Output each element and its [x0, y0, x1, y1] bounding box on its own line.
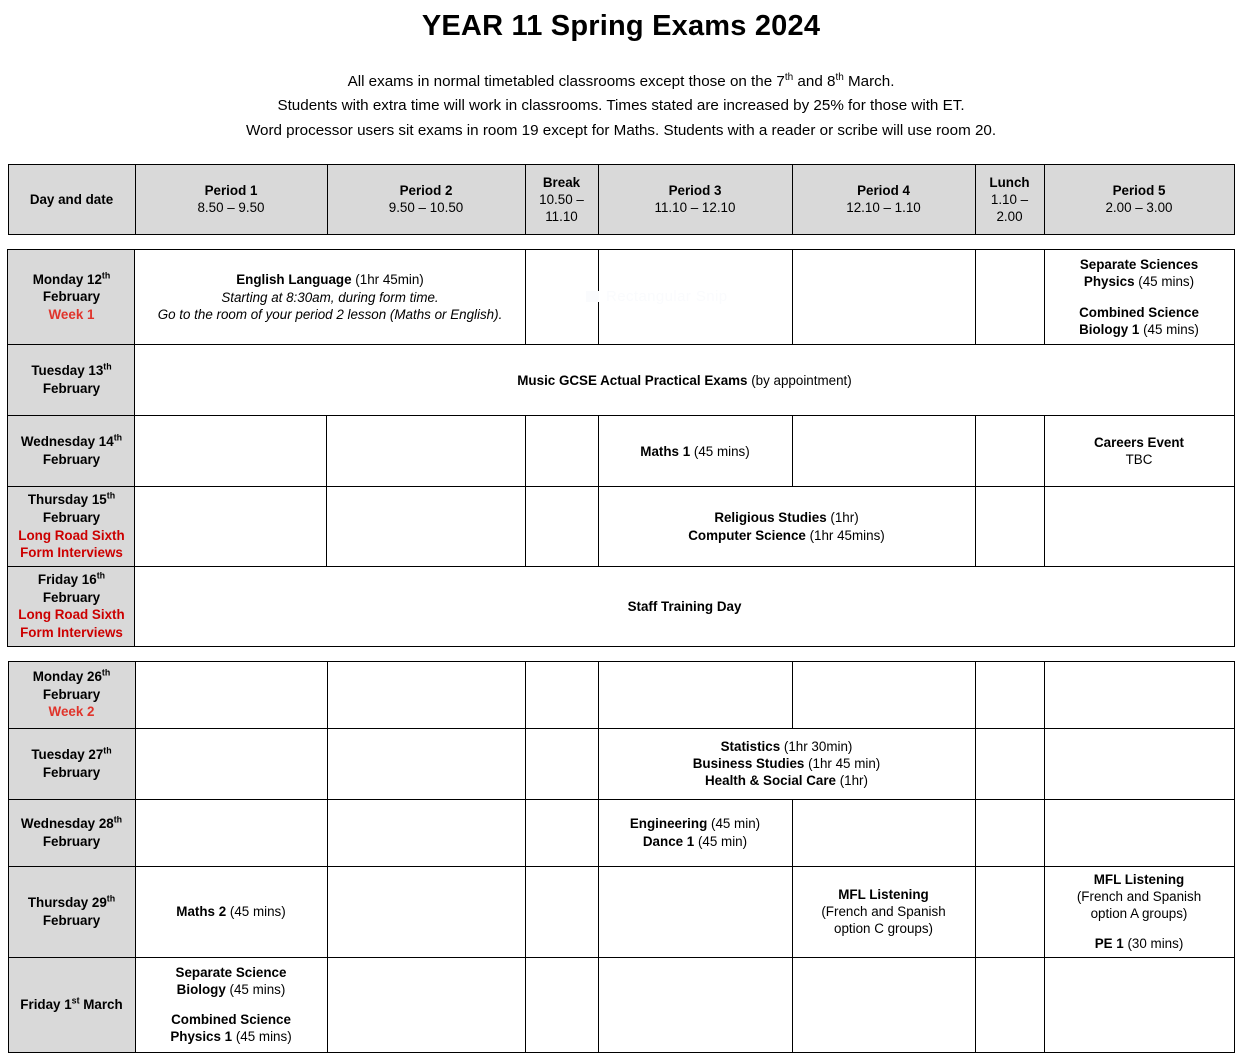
break-cell-tuesday-27: [525, 728, 598, 799]
exam-cell-statistics-business-health: Statistics (1hr 30min) Business Studies (1hr 45 min) Health & Social Care (1hr): [598, 728, 975, 799]
period-3-cell-thursday-29: [598, 866, 792, 957]
exam-cell-maths-1: Maths 1 (45 mins): [598, 416, 792, 487]
table-row-wednesday-28-february: [8, 799, 1234, 866]
intro-line-3: Word processor users sit exams in room 19 except for Maths. Students with a reader or scribe will use room 20.: [245, 122, 997, 140]
column-header-row: [8, 164, 1234, 234]
break-cell-friday-1: [525, 957, 598, 1052]
ordinal-suffix: th: [103, 361, 112, 372]
day-cell-friday-16-february: Friday 16th February Long Road Sixth Form Interviews: [8, 566, 135, 646]
ordinal-suffix: th: [784, 71, 794, 83]
period-2-cell-thursday-15: [327, 487, 525, 567]
ordinal-suffix: th: [106, 490, 116, 501]
period-1-cell-wednesday-14: [135, 416, 327, 487]
period-2-cell-wednesday-28: [327, 799, 525, 866]
period-1-cell-monday-26: [135, 661, 327, 728]
event-cell-careers-event: Careers Event TBC: [1044, 416, 1234, 487]
lunch-cell-thursday-29: [975, 866, 1044, 957]
period-1-cell-tuesday-27: [135, 728, 327, 799]
break-cell-thursday-29: [525, 866, 598, 957]
ordinal-suffix: th: [103, 745, 112, 756]
table-row-tuesday-13-february: [8, 345, 1234, 416]
ordinal-suffix: st: [71, 995, 80, 1006]
lunch-cell-monday-12: [975, 250, 1044, 345]
ordinal-suffix: th: [106, 893, 116, 904]
period-1-cell-wednesday-28: [135, 799, 327, 866]
period-4-cell-monday-26: [792, 661, 975, 728]
column-header-period-5: Period 5 2.00 – 3.00: [1044, 164, 1234, 234]
period-1-cell-thursday-15: [135, 487, 327, 567]
table-row-friday-16-february: [8, 566, 1234, 646]
period-2-cell-friday-1: [327, 957, 525, 1052]
break-cell-thursday-15: [525, 487, 598, 567]
snipping-tool-watermark: Rectangular Snip: [586, 288, 727, 305]
period-2-cell-wednesday-14: [327, 416, 525, 487]
ordinal-suffix: th: [835, 71, 844, 83]
week-label: Week 1: [48, 306, 95, 322]
break-cell-wednesday-28: [525, 799, 598, 866]
exam-cell-rs-computer-science: Religious Studies (1hr) Computer Science (1hr 45mins): [598, 487, 975, 567]
day-cell-wednesday-14-february: Wednesday 14th February: [8, 416, 135, 487]
ordinal-suffix: th: [101, 270, 111, 281]
column-header-day: Day and date: [8, 164, 135, 234]
lunch-cell-tuesday-27: [975, 728, 1044, 799]
exam-cell-mfl-listening-option-c: MFL Listening (French and Spanish option C groups): [792, 866, 975, 957]
day-cell-monday-12-february: Monday 12th February Week 1: [8, 250, 135, 345]
lunch-cell-monday-26: [975, 661, 1044, 728]
timetable-header: [8, 164, 1235, 235]
day-cell-thursday-29-february: Thursday 29th February: [8, 866, 135, 957]
line-spacer: [1048, 291, 1231, 304]
table-row-thursday-29-february: [8, 866, 1234, 957]
ordinal-suffix: th: [113, 432, 123, 443]
lunch-cell-friday-1: [975, 957, 1044, 1052]
day-cell-tuesday-13-february: Tuesday 13th February: [8, 345, 135, 416]
event-cell-staff-training-day: Staff Training Day: [135, 566, 1234, 646]
ordinal-suffix: th: [113, 814, 123, 825]
timetable-week-1: [7, 249, 1234, 647]
lunch-cell-wednesday-28: [975, 799, 1044, 866]
table-row-thursday-15-february: [8, 487, 1234, 567]
day-cell-wednesday-28-february: Wednesday 28th February: [8, 799, 135, 866]
period-5-cell-friday-1: [1044, 957, 1234, 1052]
column-header-period-3: Period 3 11.10 – 12.10: [598, 164, 792, 234]
exam-cell-mfl-listening-option-a-pe: MFL Listening (French and Spanish option A groups) PE 1 (30 mins): [1044, 866, 1234, 957]
ordinal-suffix: th: [101, 667, 111, 678]
intro-line-1: All exams in normal timetabled classrooms except those on the 7th and 8th March.: [347, 71, 895, 90]
exam-cell-sciences-monday-12: Separate Sciences Physics (45 mins) Combined Science Biology 1 (45 mins): [1044, 250, 1234, 345]
day-note-line-1: Long Road Sixth: [18, 527, 125, 543]
day-cell-thursday-15-february: Thursday 15th February Long Road Sixth Form Interviews: [8, 487, 135, 567]
day-cell-friday-1-march: Friday 1st March: [8, 957, 135, 1052]
ordinal-suffix: th: [96, 570, 106, 581]
exam-cell-maths-2: Maths 2 (45 mins): [135, 866, 327, 957]
exam-cell-english-language: English Language (1hr 45min) Starting at 8:30am, during form time. Go to the room of your period 2 lesson (Maths or English).: [135, 250, 525, 345]
table-row-friday-1-march: [8, 957, 1234, 1052]
page-title: YEAR 11 Spring Exams 2024: [421, 10, 821, 42]
period-3-cell-monday-26: [598, 661, 792, 728]
lunch-cell-wednesday-14: [975, 416, 1044, 487]
column-header-period-4: Period 4 12.10 – 1.10: [792, 164, 975, 234]
period-2-cell-thursday-29: [327, 866, 525, 957]
period-4-cell-wednesday-14: [792, 416, 975, 487]
intro-notes: [0, 70, 1242, 144]
table-row-monday-26-february: [8, 661, 1234, 728]
period-3-cell-monday-12: [598, 250, 792, 345]
period-2-cell-monday-26: [327, 661, 525, 728]
column-header-period-2: Period 2 9.50 – 10.50: [327, 164, 525, 234]
period-2-cell-tuesday-27: [327, 728, 525, 799]
exam-cell-music-gcse-practical: Music GCSE Actual Practical Exams (by appointment): [135, 345, 1234, 416]
period-5-cell-tuesday-27: [1044, 728, 1234, 799]
exam-timetable-page: [0, 9, 1242, 1045]
table-row-monday-12-february: [8, 250, 1234, 345]
day-note-line-2: Form Interviews: [20, 545, 123, 561]
period-5-cell-monday-26: [1044, 661, 1234, 728]
day-cell-tuesday-27-february: Tuesday 27th February: [8, 728, 135, 799]
period-4-cell-wednesday-28: [792, 799, 975, 866]
line-spacer: [139, 998, 324, 1011]
week-label: Week 2: [48, 704, 95, 720]
period-5-cell-thursday-15: [1044, 487, 1234, 567]
day-cell-monday-26-february: Monday 26th February Week 2: [8, 661, 135, 728]
break-cell-monday-12: [525, 250, 598, 345]
column-header-break: Break 10.50 – 11.10: [525, 164, 598, 234]
period-5-cell-wednesday-28: [1044, 799, 1234, 866]
column-header-period-1: Period 1 8.50 – 9.50: [135, 164, 327, 234]
intro-line-2: Students with extra time will work in classrooms. Times stated are increased by 25% for those with ET.: [277, 97, 965, 115]
exam-cell-biology-physics-friday-1: Separate Science Biology (45 mins) Combined Science Physics 1 (45 mins): [135, 957, 327, 1052]
period-4-cell-friday-1: [792, 957, 975, 1052]
column-header-lunch: Lunch 1.10 – 2.00: [975, 164, 1044, 234]
break-cell-wednesday-14: [525, 416, 598, 487]
day-note-line-2: Form Interviews: [20, 624, 123, 640]
table-row-tuesday-27-february: [8, 728, 1234, 799]
day-note-line-1: Long Road Sixth: [18, 607, 125, 623]
period-4-cell-monday-12: [792, 250, 975, 345]
period-3-cell-friday-1: [598, 957, 792, 1052]
line-spacer: [1048, 922, 1231, 935]
timetable-week-2: [8, 661, 1235, 1053]
lunch-cell-thursday-15: [975, 487, 1044, 567]
table-row-wednesday-14-february: [8, 416, 1234, 487]
exam-cell-engineering-dance: Engineering (45 min) Dance 1 (45 min): [598, 799, 792, 866]
break-cell-monday-26: [525, 661, 598, 728]
